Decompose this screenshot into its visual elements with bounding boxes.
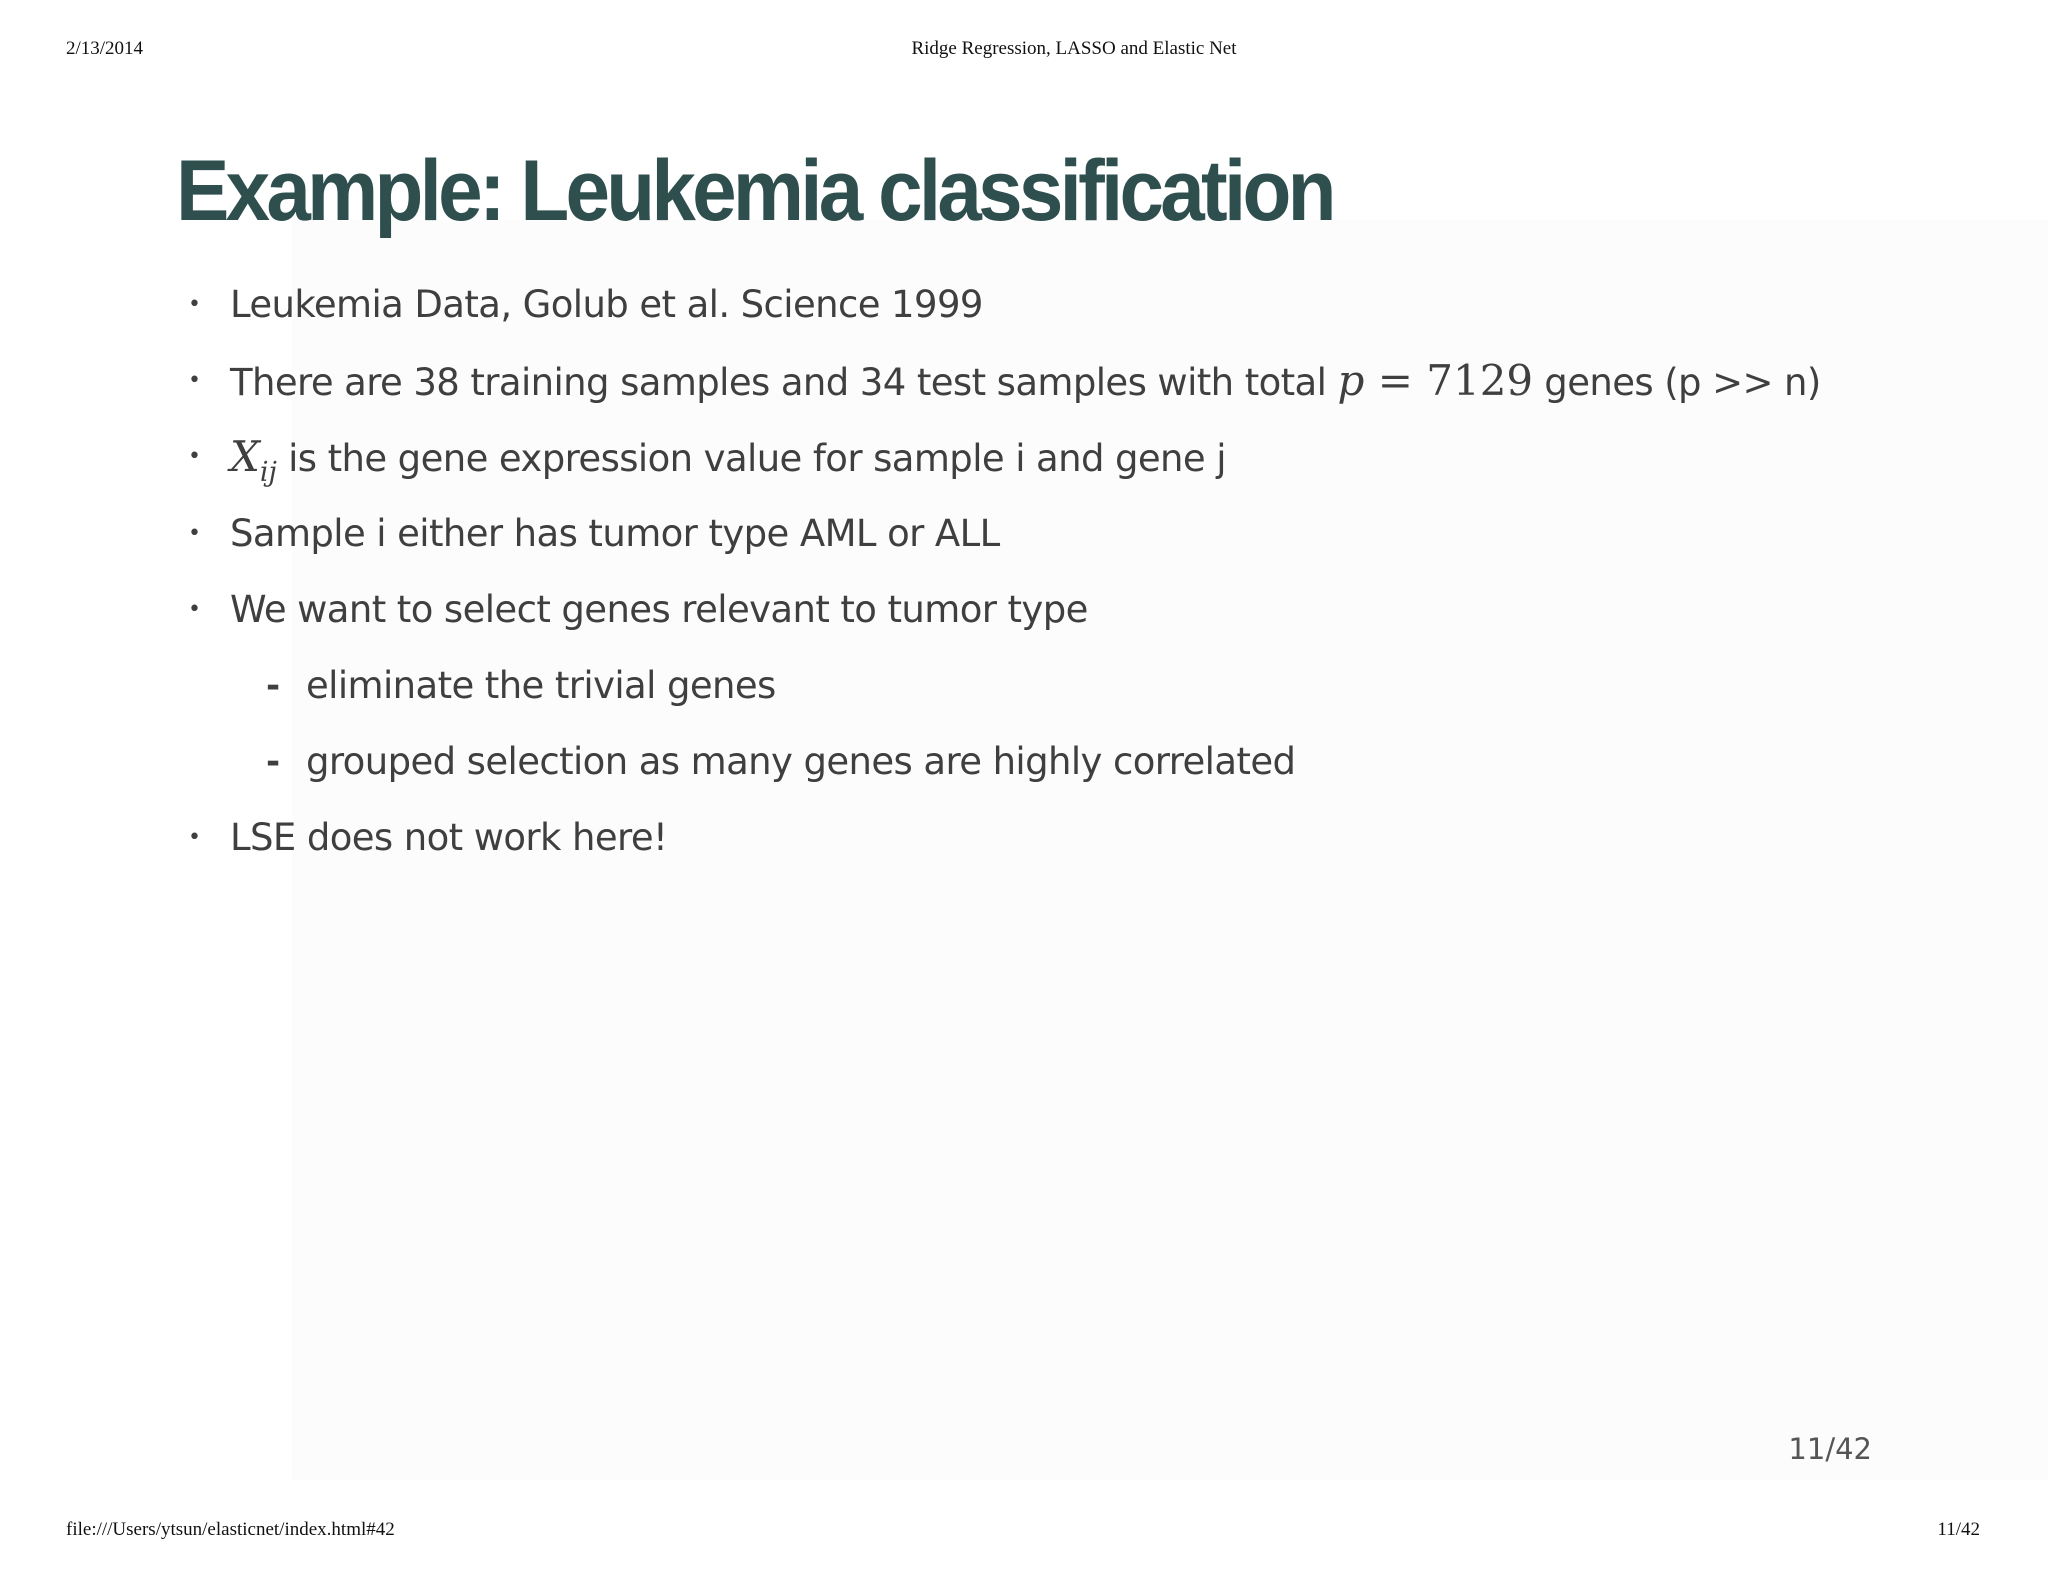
slide-page-number: 11/42 [1788, 1432, 1872, 1466]
bullet-text: LSE does not work here! [230, 816, 668, 859]
bullet-text [230, 356, 1821, 408]
print-footer-page: 11/42 [1937, 1519, 1980, 1540]
bullet-text-after: is the gene expression value for sample i and gene j [276, 437, 1226, 480]
bullet-marker: • [188, 292, 201, 317]
math-variable: X [230, 432, 260, 481]
bullet-marker: • [188, 368, 201, 393]
math-value: = 7129 [1364, 356, 1534, 405]
bullet-text: Leukemia Data, Golub et al. Science 1999 [230, 283, 983, 326]
print-header-date: 2/13/2014 [66, 38, 144, 59]
math-expression [1337, 356, 1533, 405]
bullet-text-before: There are 38 training samples and 34 test samples with total [230, 361, 1338, 404]
bullet-text: Sample i either has tumor type AML or ALL [230, 512, 1000, 555]
bullet-marker: • [188, 825, 201, 850]
slide-title: Example: Leukemia classification [176, 143, 1333, 239]
dash-marker: - [266, 666, 281, 706]
slide [0, 130, 2048, 1480]
bullet-marker: • [188, 521, 201, 546]
math-subscript: ij [259, 457, 277, 488]
print-footer-url: file:///Users/ytsun/elasticnet/index.html#42 [66, 1519, 395, 1540]
math-expression [230, 432, 277, 488]
dash-marker: - [266, 742, 281, 782]
bullet-text: We want to select genes relevant to tumor type [230, 588, 1088, 631]
bullet-text-after: genes (p >> n) [1533, 361, 1821, 404]
print-header-title: Ridge Regression, LASSO and Elastic Net [911, 38, 1237, 59]
sub-bullet-text: eliminate the trivial genes [306, 664, 776, 707]
bullet-marker: • [188, 597, 201, 622]
math-variable: p [1337, 356, 1365, 405]
bullet-marker: • [188, 444, 201, 469]
bullet-text [230, 432, 1226, 498]
sub-bullet-text: grouped selection as many genes are highly correlated [306, 740, 1296, 783]
bullet-list [0, 130, 2048, 1480]
